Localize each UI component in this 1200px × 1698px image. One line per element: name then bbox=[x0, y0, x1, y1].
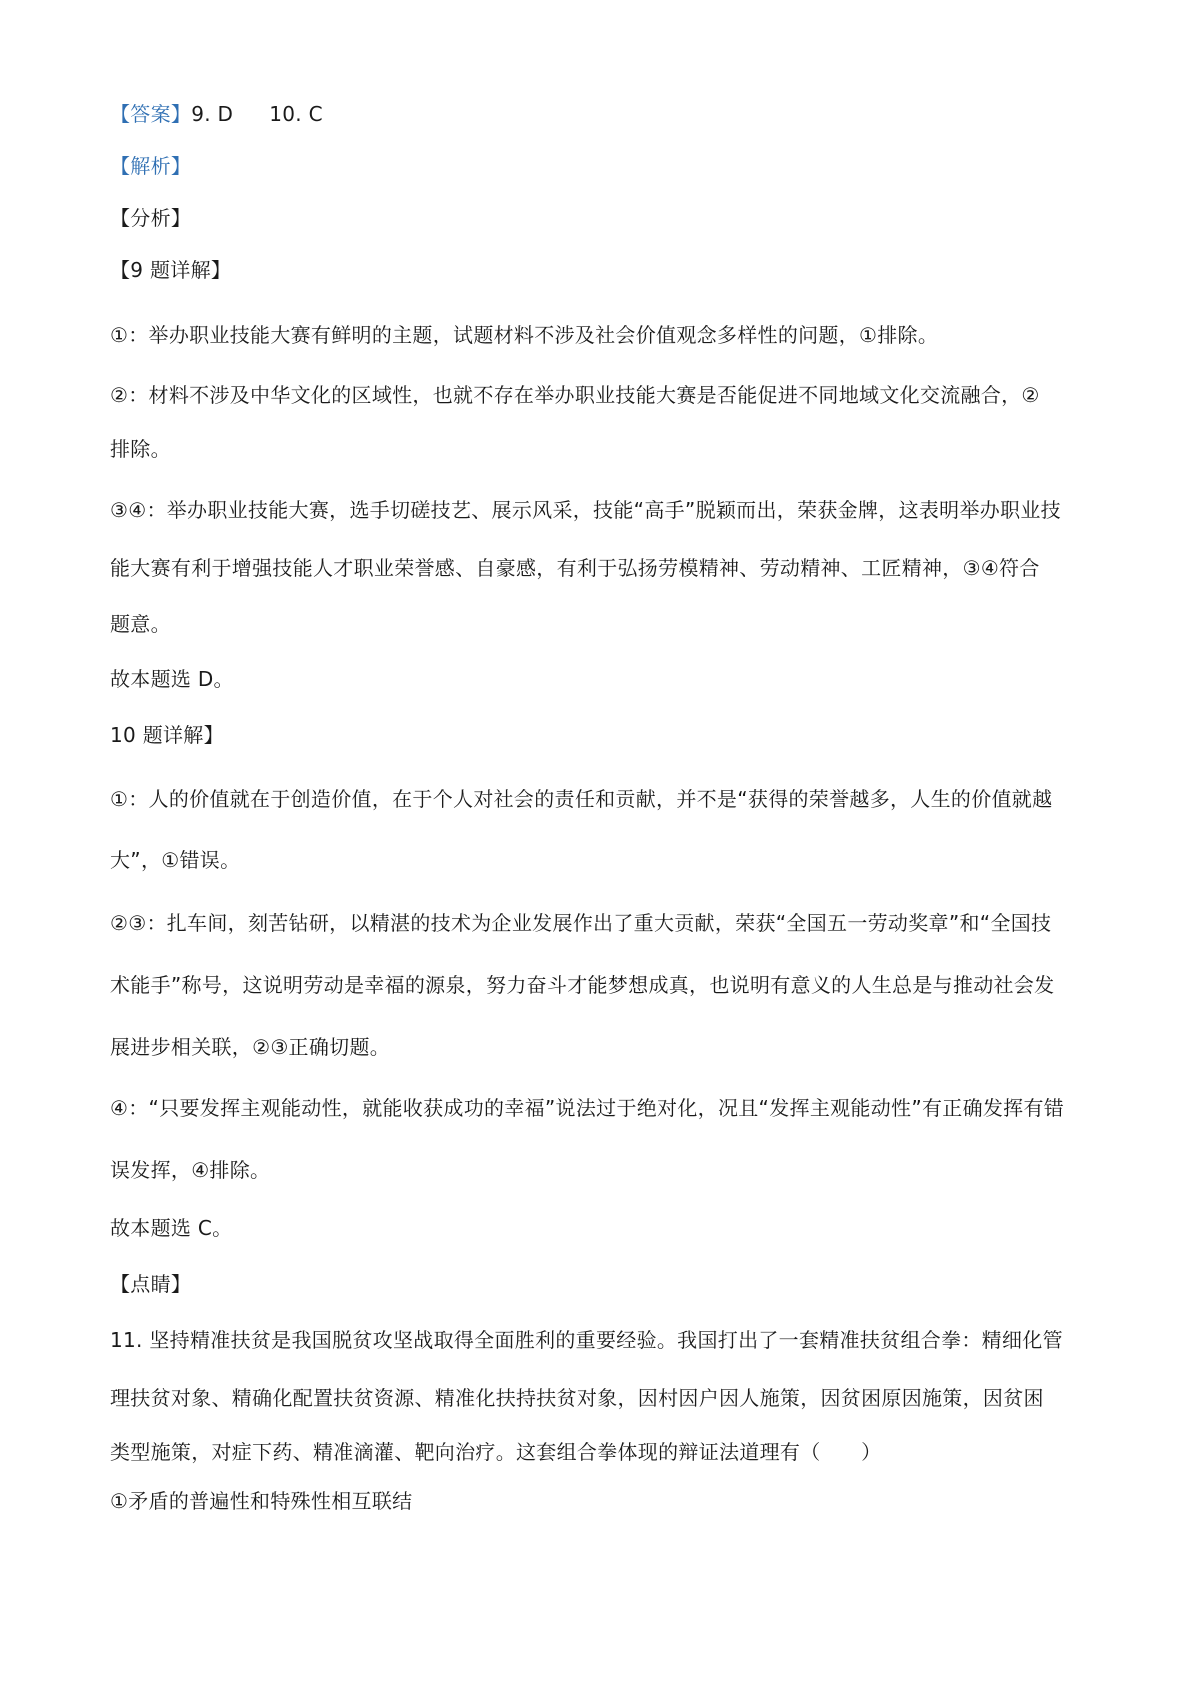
q9-conclusion: 故本题选 D。 bbox=[110, 667, 234, 691]
analysis-label: 【解析】 bbox=[110, 154, 192, 178]
q10-line-4: 术能手”称号，这说明劳动是幸福的源泉，努力奋斗才能梦想成真，也说明有意义的人生总是与推动社会发 bbox=[110, 973, 1055, 997]
q9-line-5: 能大赛有利于增强技能人才职业荣誉感、自豪感，有利于弘扬劳模精神、劳动精神、工匠精神，③④符合 bbox=[110, 556, 1040, 580]
q11-line-1: 11. 坚持精准扶贫是我国脱贫攻坚战取得全面胜利的重要经验。我国打出了一套精准扶贫组合拳：精细化管 bbox=[110, 1328, 1063, 1352]
q9-heading: 【9 题详解】 bbox=[110, 258, 232, 282]
q10-line-3: ②③：扎车间，刻苦钻研，以精湛的技术为企业发展作出了重大贡献，荣获“全国五一劳动奖章”和“全国技 bbox=[110, 911, 1052, 935]
q9-line-1: ①：举办职业技能大赛有鲜明的主题，试题材料不涉及社会价值观念多样性的问题，①排除。 bbox=[110, 323, 939, 347]
q11-line-2: 理扶贫对象、精确化配置扶贫资源、精准化扶持扶贫对象，因村因户因人施策，因贫困原因施策，因贫困 bbox=[110, 1386, 1044, 1410]
q10-line-2: 大”，①错误。 bbox=[110, 848, 241, 872]
dianjing-label: 【点睛】 bbox=[110, 1272, 192, 1296]
q9-line-4: ③④：举办职业技能大赛，选手切磋技艺、展示风采，技能“高手”脱颖而出，荣获金牌，这表明举办职业技 bbox=[110, 498, 1061, 522]
q10-conclusion: 故本题选 C。 bbox=[110, 1216, 233, 1240]
fenxi-label: 【分析】 bbox=[110, 206, 192, 230]
answer-label: 【答案】 bbox=[110, 102, 192, 126]
q9-line-2: ②：材料不涉及中华文化的区域性，也就不存在举办职业技能大赛是否能促进不同地域文化交流融合，② bbox=[110, 383, 1040, 407]
q11-option-1: ①矛盾的普遍性和特殊性相互联结 bbox=[110, 1489, 413, 1513]
q10-heading: 10 题详解】 bbox=[110, 723, 224, 747]
answer-line bbox=[110, 102, 1100, 126]
answer-q9: 9. D bbox=[191, 102, 234, 126]
q10-line-5: 展进步相关联，②③正确切题。 bbox=[110, 1035, 391, 1059]
answer-q10: 10. C bbox=[269, 102, 323, 126]
q10-line-7: 误发挥，④排除。 bbox=[110, 1158, 271, 1182]
q9-line-3: 排除。 bbox=[110, 437, 171, 461]
q11-line-3: 类型施策，对症下药、精准滴灌、靶向治疗。这套组合拳体现的辩证法道理有（ ） bbox=[110, 1440, 882, 1464]
q10-line-6: ④：“只要发挥主观能动性，就能收获成功的幸福”说法过于绝对化，况且“发挥主观能动性”有正确发挥有错 bbox=[110, 1096, 1065, 1120]
q9-line-6: 题意。 bbox=[110, 612, 171, 636]
q10-line-1: ①：人的价值就在于创造价值，在于个人对社会的责任和贡献，并不是“获得的荣誉越多，人生的价值就越 bbox=[110, 787, 1053, 811]
